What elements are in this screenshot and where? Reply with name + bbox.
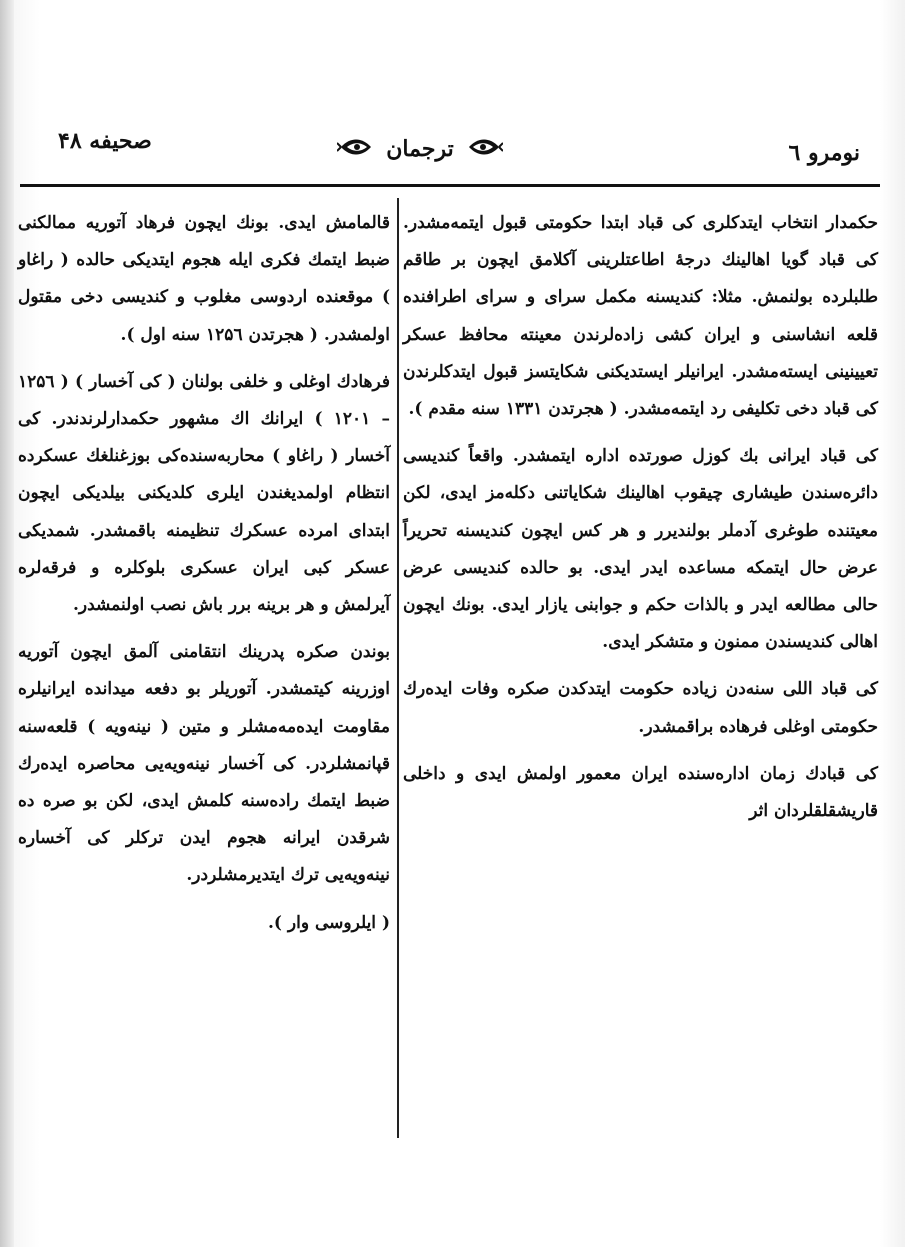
paragraph: کی قباد اللی سنه‌دن زیاده حکومت ایتدکدن صکره وفات ایده‌رك حکومتی اوغلی فرهاده براقمشدر.	[403, 679, 878, 737]
paragraph: فرهادك اوغلی و خلفی بولنان ( کی آخسار ) ( ۱۲۵٦ – ۱۲۰۱ ) ایرانك اك مشهور حکمدارلرندندر. کی آخسار ( راغاو ) محاربه‌سنده‌کی بوزغنلغك عسکرده انتظام اولمدیغندن ایلری کلدیکنی بیلدیکی ایچون ابتدای امرده عسکرك تنظیمنه باقمشدر. شمدیکی عسکر کبی ایران عسکری بلوکلره و فرقه‌لره آیرلمش و هر برینه برر باش نصب اولنمشدر.	[18, 371, 390, 616]
paragraph: کی قبادك زمان اداره‌سنده ایران معمور اولمش ایدی و داخلی قاریشقلقلردان اثر	[403, 763, 878, 822]
paragraph: قالمامش ایدی. بونك ایچون فرهاد آتوریه ممالکنی ضبط ایتمك فکری ایله هجوم ایتدیکی حالده ( راغاو ) موقعنده اردوسی مغلوب و کندیسی دخی مقتول اولمشدر. ( هجرتدن ۱۲۵٦ سنه اول ).	[18, 213, 390, 345]
masthead	[320, 134, 520, 164]
issue-number: نومرو ٦	[788, 140, 860, 166]
right-column	[403, 205, 878, 830]
left-ornament-icon	[337, 134, 373, 164]
page-number: صحیفه ۴۸	[58, 128, 152, 154]
paragraph: بوندن صکره پدرینك انتقامنی آلمق ایچون آتوریه اوزرینه کیتمشدر. آتوریلر بو دفعه میدانده ایرانیلره مقاومت ایده‌مه‌مشلر و متین ( نینه‌ویه ) قلعه‌سنه قپانمشلردر. کی آخسار نینه‌ویه‌یی محاصره ایده‌رك ضبط ایتمك راده‌سنه کلمش ایدی، لکن بو صره ده شرقدن ایرانه هجوم ایدن ترکلر کی آخساره نینه‌ویه‌یی ترك ایتدیرمشلردر.	[18, 642, 390, 886]
newspaper-title: ترجمان	[386, 136, 454, 162]
continued-note: ( ایلروسی وار ).	[268, 912, 390, 933]
right-ornament-icon	[467, 134, 503, 164]
paragraph: حکمدار انتخاب ایتدکلری کی قباد ابتدا حکومتی قبول ایتمه‌مشدر. کی قباد گویا اهالینك درجهٔ اطاعتلرینی آکلامق ایچون بر طاقم طلبلرده بولنمش. مثلا: کندیسنه مکمل سرای و سرای اطرافنده قلعه انشاسنی و ایران کشی زاده‌لرندن معینته محافظ عسکر تعیینینی ایسته‌مشدر. ایرانیلر ایستدیکنی شکایتسز قبول ایتدکلرندن کی قباد دخی تکلیفی رد ایتمه‌مشدر. ( هجرتدن ۱۳۳۱ سنه مقدم ).	[403, 213, 878, 420]
page-header	[30, 128, 880, 180]
header-rule	[20, 184, 880, 187]
paragraph: کی قباد ایرانی بك کوزل صورتده اداره ایتمشدر. واقعاً کندیسی دائره‌سندن طیشاری چیقوب اهالینك شکایاتنی دکله‌مز ایدی، لکن معیتنده طوغری آدملر بولندیرر و هر کس ایچون کندیسنه تحریراً عرض حال ایتمکه مساعده ایدر ایدی. بو حالده کندیسی عرض حالی مطالعه ایدر و بالذات حکم و جوابنی یازار ایدی. بونك ایچون اهالی کندیسندن ممنون و متشکر ایدی.	[403, 446, 878, 653]
column-separator	[397, 198, 399, 1138]
page-edge-shadow	[0, 0, 14, 1247]
left-column	[18, 205, 390, 942]
